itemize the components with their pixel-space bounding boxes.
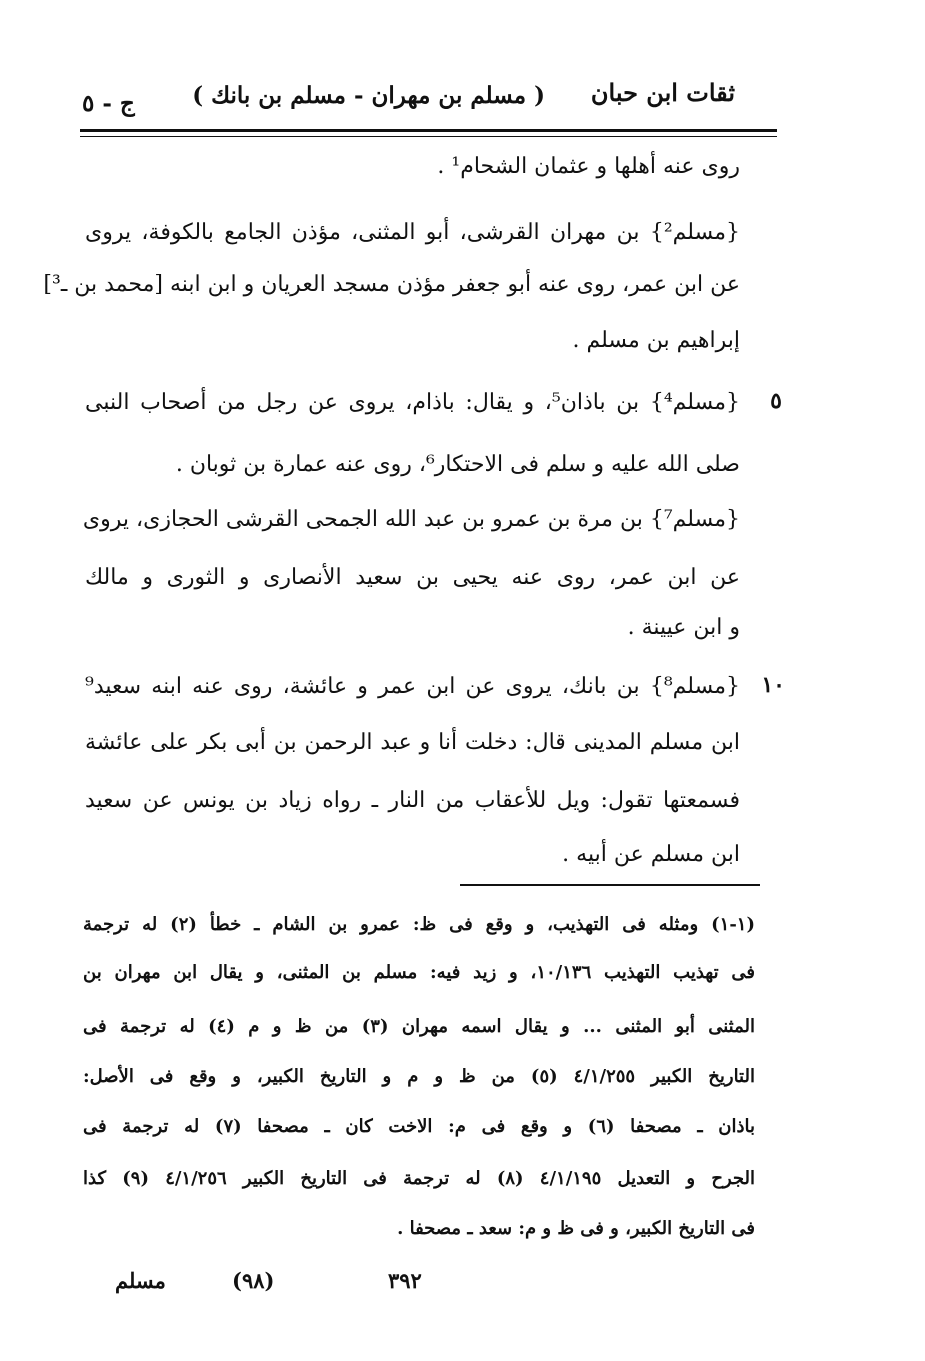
footnote-line: التاريخ الكبير ٤/١/٢٥٥ (٥) من ظ و م و التاريخ الكبير، و وقع فى الأصل: bbox=[83, 1066, 755, 1087]
body-line: عن ابن عمر، روى عنه يحيى بن سعيد الأنصارى و الثورى و مالك bbox=[85, 565, 740, 590]
body-line: إبراهيم بن مسلم . bbox=[572, 328, 740, 353]
footnote-line: (١-١) ومثله فى التهذيب، و وقع فى ظ: عمرو بن الشام ـ خطأ (٢) له ترجمة bbox=[83, 914, 755, 935]
volume-label: ج - ٥ bbox=[82, 90, 135, 117]
footnote-line: فى التاريخ الكبير، و فى ظ و م: سعد ـ مصحفا . bbox=[397, 1218, 755, 1239]
margin-line-number: ١٠ bbox=[761, 672, 785, 698]
body-line: ابن مسلم عن أبيه . bbox=[562, 842, 740, 867]
body-line: ابن مسلم المدينى قال: دخلت أنا و عبد الرحمن بن أبى بكر على عائشة bbox=[85, 730, 740, 755]
body-line: روى عنه أهلها و عثمان الشحام¹ . bbox=[437, 154, 740, 179]
body-line: و ابن عيينة . bbox=[627, 615, 740, 640]
running-head: ( مسلم بن مهران - مسلم بن بانك ) bbox=[192, 82, 545, 109]
footnote-line: المثنى أبو المثنى ... و يقال اسمه مهران (٣) من ظ و م (٤) له ترجمة فى bbox=[83, 1016, 756, 1037]
sequence-number: (٩٨) bbox=[232, 1268, 275, 1293]
footnote-line: فى تهذيب التهذيب ١٠/١٣٦، و زيد فيه: مسلم بن المثنى، و يقال ابن مهران بن bbox=[83, 962, 755, 983]
body-line: {مسلم⁴} بن باذان⁵، و يقال: باذام، يروى عن رجل من أصحاب النبى bbox=[85, 390, 740, 415]
book-title: ثقات ابن حبان bbox=[590, 78, 735, 107]
body-line: صلى الله عليه و سلم فى الاحتكار⁶، روى عنه عمارة بن ثوبان . bbox=[175, 452, 740, 477]
body-line: فسمعتها تقول: ويل للأعقاب من النار ـ رواه زياد بن يونس عن سعيد bbox=[85, 788, 740, 813]
page-number: ٣٩٢ bbox=[388, 1268, 422, 1293]
header-rule-thin bbox=[80, 136, 777, 137]
body-line: عن ابن عمر، روى عنه أبو جعفر مؤذن مسجد العريان و ابن ابنه [محمد بن ـ³] bbox=[43, 272, 740, 297]
body-line: {مسلم⁷} بن مرة بن عمرو بن عبد الله الجمحى القرشى الحجازى، يروى bbox=[82, 507, 740, 532]
body-line: {مسلم⁸} بن بانك، يروى عن ابن عمر و عائشة، روى عنه ابنه سعيد⁹ bbox=[85, 674, 740, 699]
body-line: {مسلم²} بن مهران القرشى، أبو المثنى، مؤذن الجامع بالكوفة، يروى bbox=[85, 220, 740, 245]
footnote-rule bbox=[460, 884, 760, 886]
catchword: مسلم bbox=[115, 1268, 166, 1293]
margin-line-number: ٥ bbox=[770, 388, 782, 414]
footnote-line: الجرح و التعديل ٤/١/١٩٥ (٨) له ترجمة فى التاريخ الكبير ٤/١/٢٥٦ (٩) كذا bbox=[83, 1168, 755, 1189]
header-rule bbox=[80, 129, 777, 132]
footnote-line: باذان ـ مصحفا (٦) و وقع فى م: الاخت كان ـ مصحفا (٧) له ترجمة فى bbox=[83, 1116, 756, 1137]
